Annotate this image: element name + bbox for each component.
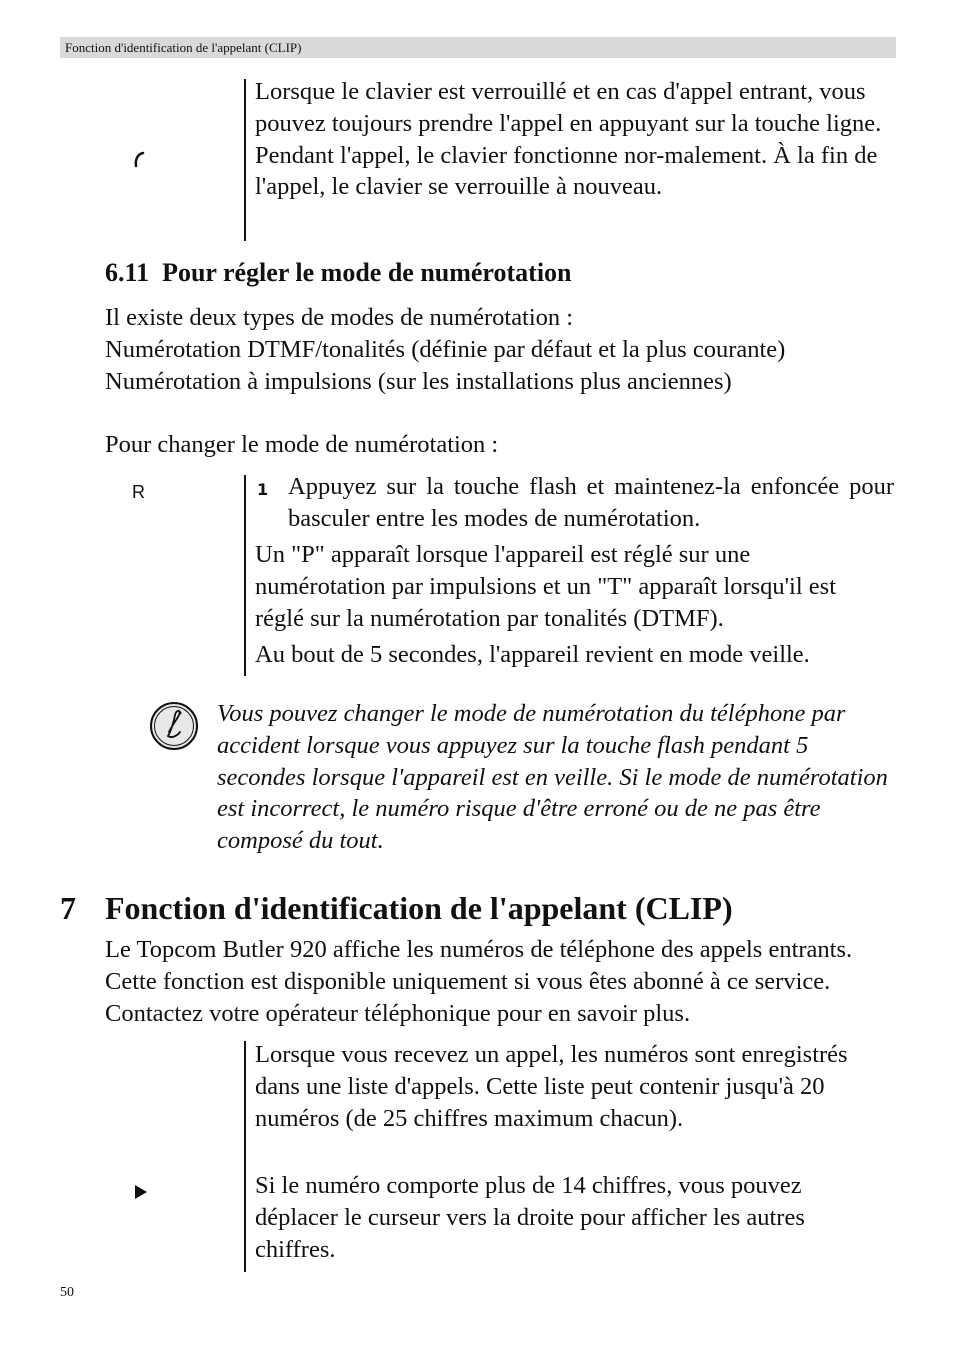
running-header: [60, 37, 896, 58]
section-6-11-line1: Il existe deux types de modes de numérotation :: [105, 304, 574, 331]
block1-text: Lorsque le clavier est verrouillé et en cas d'appel entrant, vous pouvez toujours prendre l'appel en appuyant sur la touche ligne. Pendant l'appel, le clavier fonctionne nor-malement. À la fin de l'appel, le clavier se verrouille à nouveau.: [255, 78, 882, 201]
block2-rule: [244, 475, 246, 676]
note-text: Vous pouvez changer le mode de numérotation du téléphone par accident lorsque vous appuyez sur la touche flash pendant 5 secondes lorsque l'appareil est en veille. Si le mode de numérotation est incorrect, le numéro risque d'être erroné ou de ne pas être composé du tout.: [217, 700, 888, 855]
section-6-11-line3: Numérotation à impulsions (sur les installations plus anciennes): [105, 368, 732, 395]
handset-icon: [129, 150, 149, 170]
block1-rule: [244, 79, 246, 241]
section-6-11-line2: Numérotation DTMF/tonalités (définie par défaut et la plus courante): [105, 336, 786, 363]
chapter-number: 7: [60, 890, 76, 926]
block3-rule: [244, 1041, 246, 1272]
block3-para2: Si le numéro comporte plus de 14 chiffres, vous pouvez déplacer le curseur vers la droite pour afficher les autres chiffres.: [255, 1172, 805, 1263]
section-6-11-line4: Pour changer le mode de numérotation :: [105, 431, 499, 458]
chapter-intro: Le Topcom Butler 920 affiche les numéros de téléphone des appels entrants. Cette fonction est disponible uniquement si vous êtes abonné à ce service. Contactez votre opérateur téléphonique pour en savoir plus.: [105, 936, 853, 1027]
section-heading-6-11: 6.11 Pour régler le mode de numérotation: [105, 258, 572, 287]
running-header-title: Fonction d'identification de l'appelant (CLIP): [65, 40, 302, 55]
info-icon: [149, 701, 199, 751]
right-arrow-icon: [134, 1184, 148, 1200]
r-key-label: R: [132, 482, 145, 502]
block2-para2: Au bout de 5 secondes, l'appareil revient en mode veille.: [255, 641, 810, 668]
page-number: 50: [60, 1285, 74, 1300]
chapter-title: Fonction d'identification de l'appelant (CLIP): [105, 890, 733, 926]
step-text: Appuyez sur la touche flash et maintenez-la enfoncée pour basculer entre les modes de numérotation.: [288, 473, 894, 532]
block2-para1: Un "P" apparaît lorsque l'appareil est réglé sur une numérotation par impulsions et un "T" apparaît lorsqu'il est réglé sur la numérotation par tonalités (DTMF).: [255, 541, 837, 632]
block3-para1: Lorsque vous recevez un appel, les numéros sont enregistrés dans une liste d'appels. Cette liste peut contenir jusqu'à 20 numéros (de 25 chiffres maximum chacun).: [255, 1041, 848, 1132]
step-number: 1: [257, 480, 269, 499]
